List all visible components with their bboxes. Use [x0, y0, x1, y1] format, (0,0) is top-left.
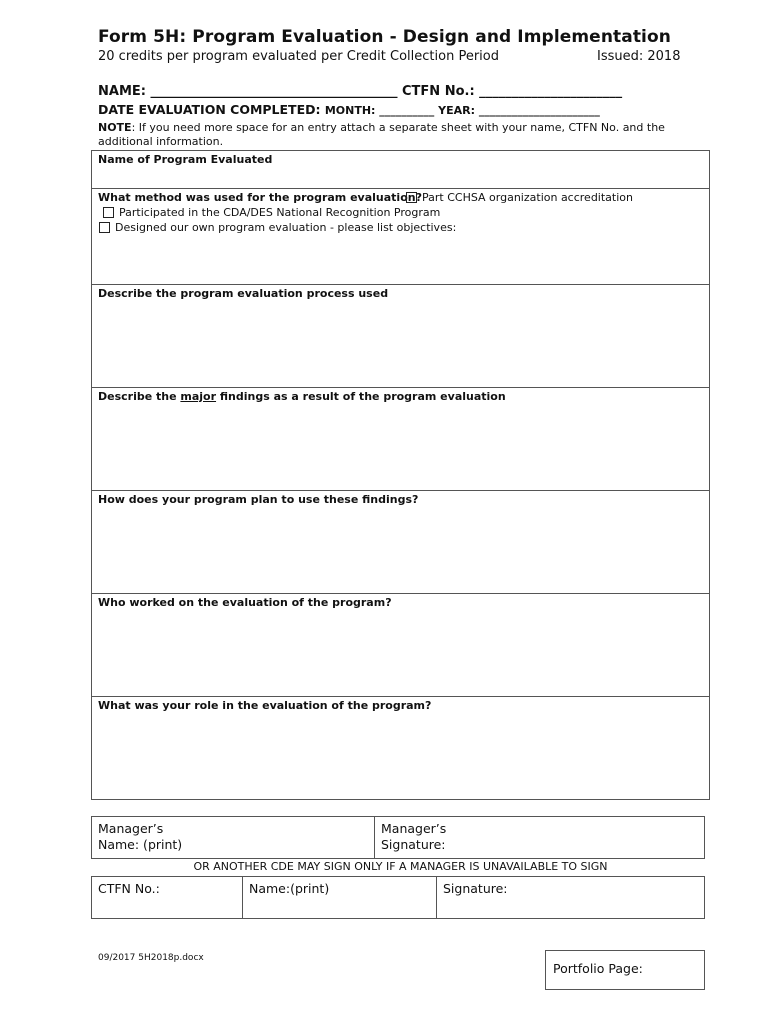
cde-name-cell[interactable]: Name:(print) — [243, 877, 437, 919]
issued-date: Issued: 2018 — [597, 49, 681, 64]
cde-signature-table — [91, 876, 705, 919]
method-question: What method was used for the program evaluation? — [98, 191, 422, 204]
findings-major: major — [180, 390, 217, 403]
option-cda-label: Participated in the CDA/DES National Recognition Program — [119, 206, 441, 219]
doc-reference: 09/2017 5H2018p.docx — [98, 953, 204, 963]
findings-pre: Describe the — [98, 390, 181, 403]
manager-name-cell[interactable] — [92, 817, 375, 859]
who-worked-label: Who worked on the evaluation of the program? — [98, 596, 392, 609]
cde-sign-note: OR ANOTHER CDE MAY SIGN ONLY IF A MANAGER IS UNAVAILABLE TO SIGN — [193, 860, 608, 873]
manager-signature-cell[interactable] — [375, 817, 705, 859]
date-completed-label: DATE EVALUATION COMPLETED: — [98, 102, 325, 117]
manager-name-label-1: Manager’s — [98, 821, 164, 836]
method-option-own[interactable] — [99, 221, 456, 234]
cde-signature-cell[interactable]: Signature: — [437, 877, 705, 919]
date-completed-line[interactable] — [98, 102, 600, 117]
findings-section[interactable] — [92, 387, 709, 491]
option-cchsa-label: Part CCHSA organization accreditation — [422, 191, 633, 204]
evaluation-form-box — [91, 150, 710, 800]
manager-sig-label-2: Signature: — [381, 837, 446, 852]
method-option-cchsa[interactable] — [406, 191, 633, 204]
process-label: Describe the program evaluation process used — [98, 287, 389, 300]
option-own-label: Designed our own program evaluation - please list objectives: — [115, 221, 457, 234]
ctfn-cell[interactable]: CTFN No.: — [92, 877, 243, 919]
findings-post: findings as a result of the program evaluation — [216, 390, 506, 403]
checkbox-cda[interactable] — [103, 207, 114, 218]
checkbox-own[interactable] — [99, 222, 110, 233]
manager-name-label-2: Name: (print) — [98, 837, 183, 852]
name-ctfn-line[interactable]: NAME: ______________________________________ CTFN No.: ______________________ — [98, 84, 623, 99]
manager-sig-label-1: Manager’s — [381, 821, 447, 836]
your-role-section[interactable] — [92, 696, 709, 800]
use-findings-label: How does your program plan to use these findings? — [98, 493, 419, 506]
note-text — [98, 121, 688, 149]
program-name-section[interactable] — [92, 151, 709, 189]
form-subtitle: 20 credits per program evaluated per Credit Collection Period — [98, 49, 499, 64]
findings-label — [98, 390, 506, 403]
note-body: : If you need more space for an entry attach a separate sheet with your name, CTFN No. and the additional information. — [98, 121, 665, 148]
who-worked-section[interactable] — [92, 593, 709, 697]
month-field[interactable]: MONTH: __________ — [324, 104, 435, 117]
process-section[interactable] — [92, 284, 709, 388]
portfolio-page-box[interactable]: Portfolio Page: — [545, 950, 705, 990]
manager-signature-table — [91, 816, 705, 859]
method-section — [92, 188, 709, 285]
method-option-cda[interactable] — [103, 206, 440, 219]
checkbox-cchsa[interactable] — [406, 192, 417, 203]
use-findings-section[interactable] — [92, 490, 709, 594]
form-title: Form 5H: Program Evaluation - Design and Implementation — [98, 27, 671, 47]
note-label: NOTE — [98, 121, 132, 134]
program-name-label: Name of Program Evaluated — [98, 153, 273, 166]
year-field[interactable]: YEAR: ______________________ — [434, 104, 600, 117]
your-role-label: What was your role in the evaluation of the program? — [98, 699, 432, 712]
